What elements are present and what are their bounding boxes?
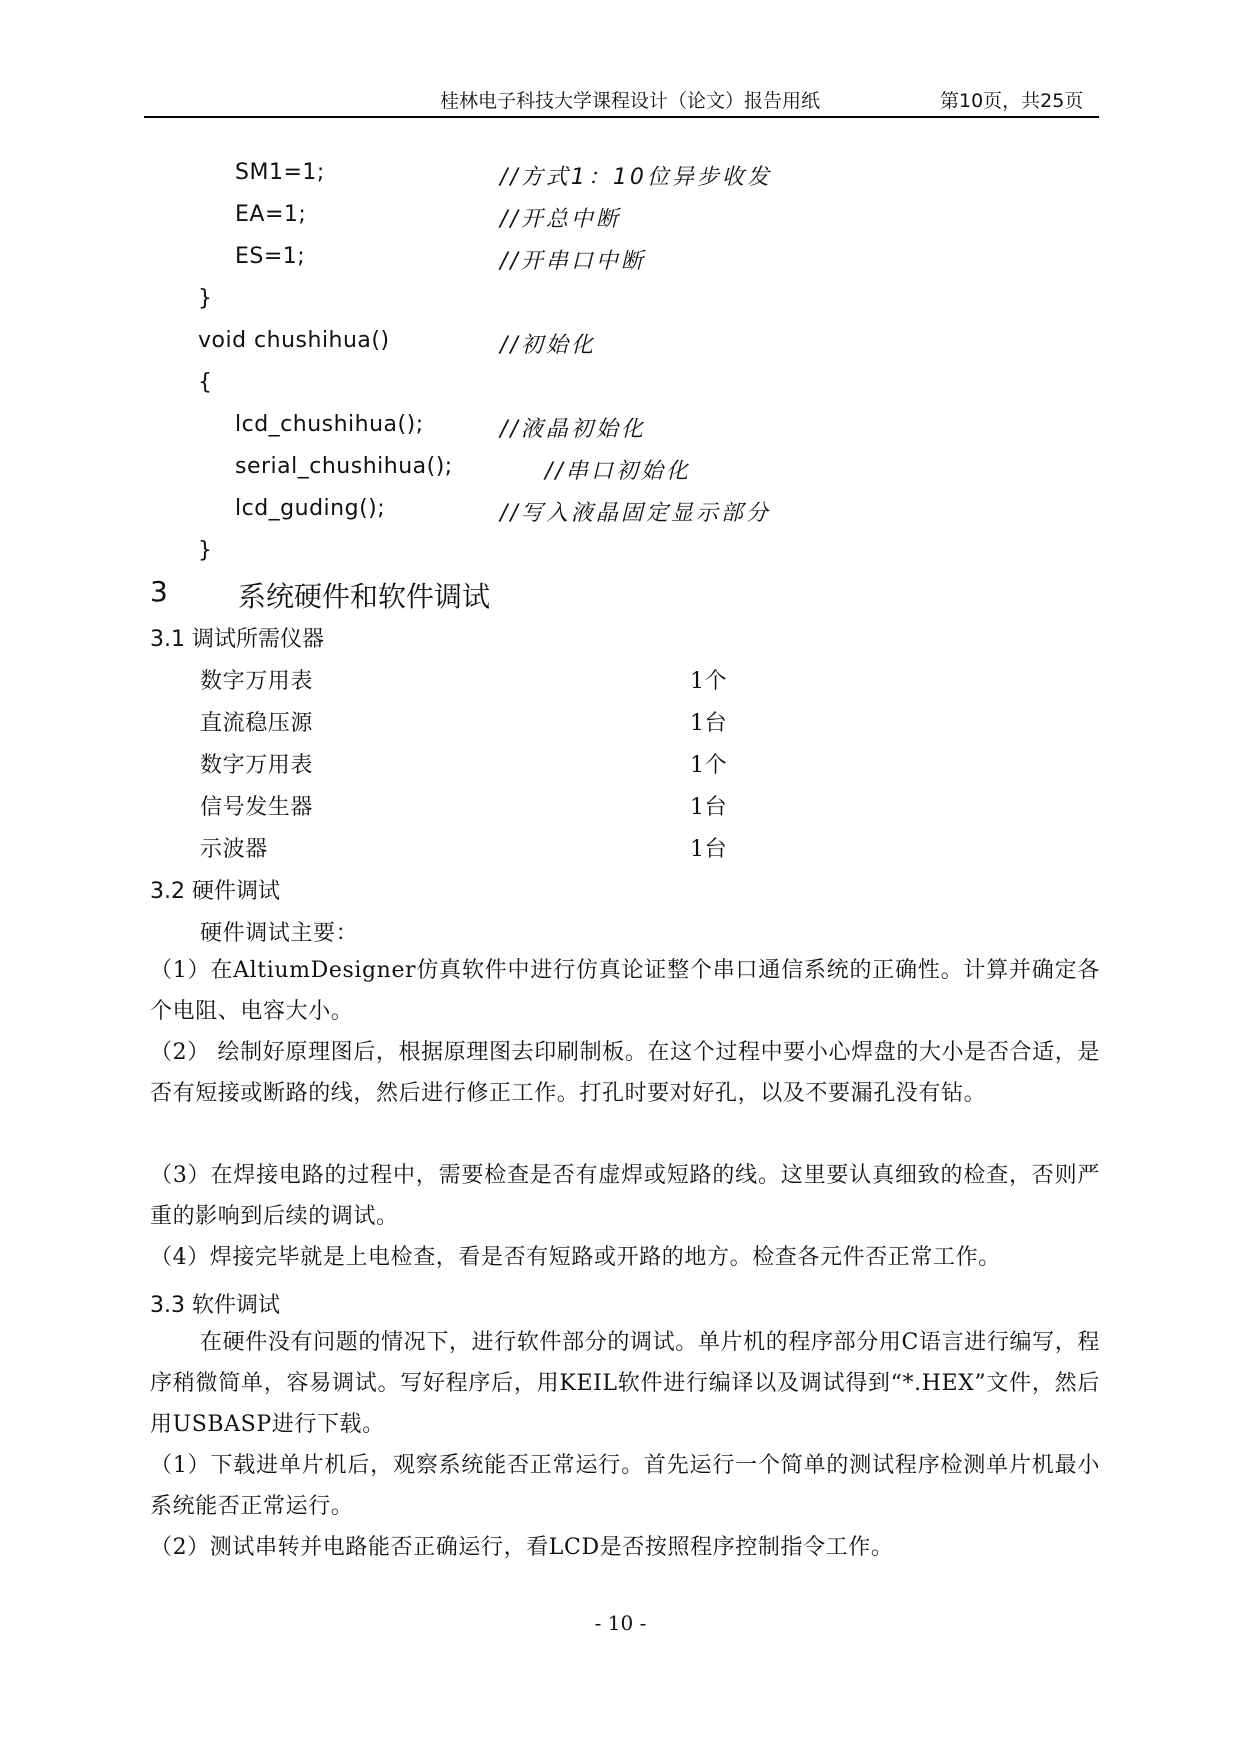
paragraph: （1）下载进单片机后，观察系统能否正常运行。首先运行一个简单的测试程序检测单片机最小系统能否正常运行。 — [150, 1453, 1100, 1519]
code-line: lcd_guding(); — [235, 496, 386, 521]
paragraph: （2） 绘制好原理图后，根据原理图去印刷制板。在这个过程中要小心焊盘的大小是否合适，是否有短接或断路的线，然后进行修正工作。打孔时要对好孔，以及不要漏孔没有钻。 — [150, 1040, 1100, 1106]
section-number: 3 — [150, 575, 168, 608]
code-comment: //液晶初始化 — [500, 417, 646, 442]
section-title: 系统硬件和软件调试 — [238, 580, 491, 613]
code-line: SM1=1; — [235, 160, 325, 185]
instrument-qty: 1台 — [690, 711, 728, 736]
code-comment: //开串口中断 — [500, 249, 646, 274]
code-line: ES=1; — [235, 244, 306, 269]
code-line: } — [198, 286, 213, 311]
paragraph: （2）测试串转并电路能否正确运行，看LCD是否按照程序控制指令工作。 — [150, 1535, 894, 1560]
code-comment: //写入液晶固定显示部分 — [500, 501, 771, 526]
paragraph-intro: 硬件调试主要： — [200, 921, 359, 946]
code-line: } — [198, 538, 213, 563]
code-comment: //开总中断 — [500, 207, 621, 232]
header-rule — [144, 116, 1099, 118]
section-heading-3-1: 3.1 调试所需仪器 — [150, 627, 324, 652]
header-page-info: 第10页，共25页 — [940, 90, 1084, 112]
instrument-qty: 1个 — [690, 753, 728, 778]
code-comment: //方式1：10位异步收发 — [500, 165, 772, 190]
instrument-qty: 1台 — [690, 837, 728, 862]
instrument-qty: 1个 — [690, 669, 728, 694]
code-comment: //初始化 — [500, 333, 596, 358]
code-line: EA=1; — [235, 202, 307, 227]
section-heading-3-2: 3.2 硬件调试 — [150, 879, 280, 904]
code-line: serial_chushihua(); — [235, 454, 453, 479]
instrument-name: 数字万用表 — [200, 669, 314, 694]
paragraph: 在硬件没有问题的情况下，进行软件部分的调试。单片机的程序部分用C语言进行编写，程序稍微简单，容易调试。写好程序后，用KEIL软件进行编译以及调试得到“*.HEX”文件，然后用USBASP进行下载。 — [150, 1330, 1100, 1437]
paragraph: （1）在AltiumDesigner仿真软件中进行仿真论证整个串口通信系统的正确性。计算并确定各个电阻、电容大小。 — [150, 958, 1100, 1024]
paragraph: （4）焊接完毕就是上电检查，看是否有短路或开路的地方。检查各元件否正常工作。 — [150, 1245, 1001, 1270]
code-comment: //串口初始化 — [545, 459, 691, 484]
code-line: { — [198, 370, 213, 395]
instrument-name: 信号发生器 — [200, 795, 314, 820]
code-line: void chushihua() — [198, 328, 390, 353]
code-line: lcd_chushihua(); — [235, 412, 424, 437]
paragraph: （3）在焊接电路的过程中，需要检查是否有虚焊或短路的线。这里要认真细致的检查，否则严重的影响到后续的调试。 — [150, 1163, 1100, 1229]
page-number: - 10 - — [594, 1611, 647, 1635]
instrument-name: 直流稳压源 — [200, 711, 314, 736]
instrument-name: 示波器 — [200, 837, 268, 862]
header-title: 桂林电子科技大学课程设计（论文）报告用纸 — [440, 90, 821, 112]
section-heading-3-3: 3.3 软件调试 — [150, 1293, 280, 1318]
instrument-qty: 1台 — [690, 795, 728, 820]
instrument-name: 数字万用表 — [200, 753, 314, 778]
